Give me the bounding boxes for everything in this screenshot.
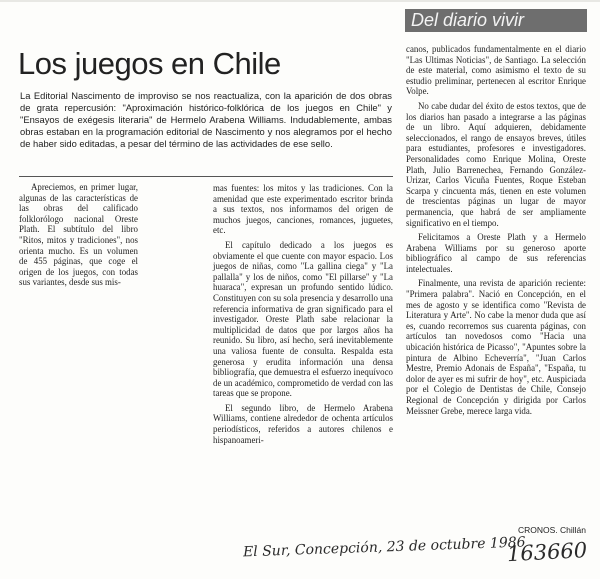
lead-text: La Editorial Nascimento de improviso se nos reactualiza, con la aparición de dos obras de grata repercusión: "Aproximación histórico-folklórica de los juegos en Chile" y "Ensayos de exégesis literaria" de Hermelo Arabena Williams. Indudablemente, ambas obras estaban en la programación editorial de Nascimento y nos alegramos por el hecho de haber sido editadas, a pesar del término de las actividades de ese sello. bbox=[20, 90, 392, 149]
paragraph: Apreciemos, en primer lugar, algunas de las características de las obras del calificado folklorólogo nacional Oreste Plath. El subtítulo del libro "Ritos, mitos y tradiciones", nos orienta mucho. Es un volumen de 455 páginas, que coge el origen de los juegos, con todas sus variantes, desde sus mis- bbox=[19, 182, 138, 288]
headline: Los juegos en Chile bbox=[18, 46, 281, 81]
paragraph: canos, publicados fundamentalmente en el diario "Las Ultimas Noticias", de Santiago. La selección de este material, como asimismo el texto de su estudio preliminar, pertenecen al escritor Enrique Volpe. bbox=[406, 44, 586, 97]
scan-edge bbox=[0, 0, 600, 2]
byline: CRONOS. Chillán bbox=[517, 525, 586, 535]
section-banner: Del diario vivir bbox=[405, 9, 587, 32]
column-1 bbox=[19, 182, 138, 292]
handwritten-source-note: El Sur, Concepción, 23 de octubre 1986 bbox=[242, 534, 526, 561]
paragraph: Felicitamos a Oreste Plath y a Hermelo Arabena Williams por su generoso aporte bibliográfico al campo de sus referencias intelectuales. bbox=[406, 232, 586, 274]
paragraph: No cabe dudar del éxito de estos textos, que de los diarios han pasado a integrarse a las páginas de un libro. Aquí adquieren, debidamente seleccionados, el rango de ensayos breves, útiles para estudiantes, profesores e investigadores. Personalidades como Enrique Molina, Oreste Plath, Julio Barrenechea, Fernando González-Urizar, Carlos Vicuña Fuentes, Roque Esteban Scarpa y cincuenta más, tienen en este volumen de trescientas páginas un lugar de mayor permanencia, que habrá de ser ampliamente significativo en el tiempo. bbox=[406, 100, 586, 228]
paragraph: Finalmente, una revista de aparición reciente: "Primera palabra". Nació en Concepción, en el mes de agosto y se identifica como "Revista de Literatura y Arte". No cabe la menor duda que así es, cuando recorremos sus cuarenta páginas, con artículos tan novedosos como "Hacia una ubicación histórica de Picasso", "Apuntes sobre la pintura de Albino Echeverría", "Juan Carlos Mestre, Premio Adonais de España", "España, tu dolor de ayer es mi sufrir de hoy", etc. Auspiciada por el Colegio de Dentistas de Chile, Consejo Regional de Concepción y dirigida por Carlos Meissner Grebe, merece larga vida. bbox=[406, 278, 586, 416]
lead-paragraph bbox=[20, 90, 392, 150]
paragraph: El segundo libro, de Hermelo Arabena Williams, contiene alrededor de ochenta artículos periodísticos, referidos a autores chilenos e hispanoameri- bbox=[213, 402, 393, 445]
column-2 bbox=[213, 183, 393, 449]
divider bbox=[19, 176, 393, 177]
paragraph: mas fuentes: los mitos y las tradiciones. Con la amenidad que este experimentado escritor brinda a sus textos, nos informamos del origen de muchos juegos, canciones, romances, juguetes, etc. bbox=[213, 183, 393, 236]
column-3 bbox=[406, 44, 586, 420]
handwritten-archive-number: 163660 bbox=[506, 538, 588, 567]
paragraph: El capítulo dedicado a los juegos es obviamente el que cuente con mayor espacio. Los juegos de niñas, como "La gallina ciega" y "La pallalla" y los de niños, como "El pillarse" y "La huaraca", expresan un profundo sentido lúdico. Constituyen con su sola presencia y desarrollo una referencia informativa de gran significado para el investigador. Oreste Plath sabe relacionar la multiplicidad de datos que por largos años ha reunido. Su libro, así hecho, será inevitablemente una valiosa fuente de consulta. Respalda esta generosa y erudita información una densa bibliografía, que demuestra el esfuerzo inequívoco de un académico, comprometido de verdad con las tareas que se propone. bbox=[213, 239, 393, 399]
